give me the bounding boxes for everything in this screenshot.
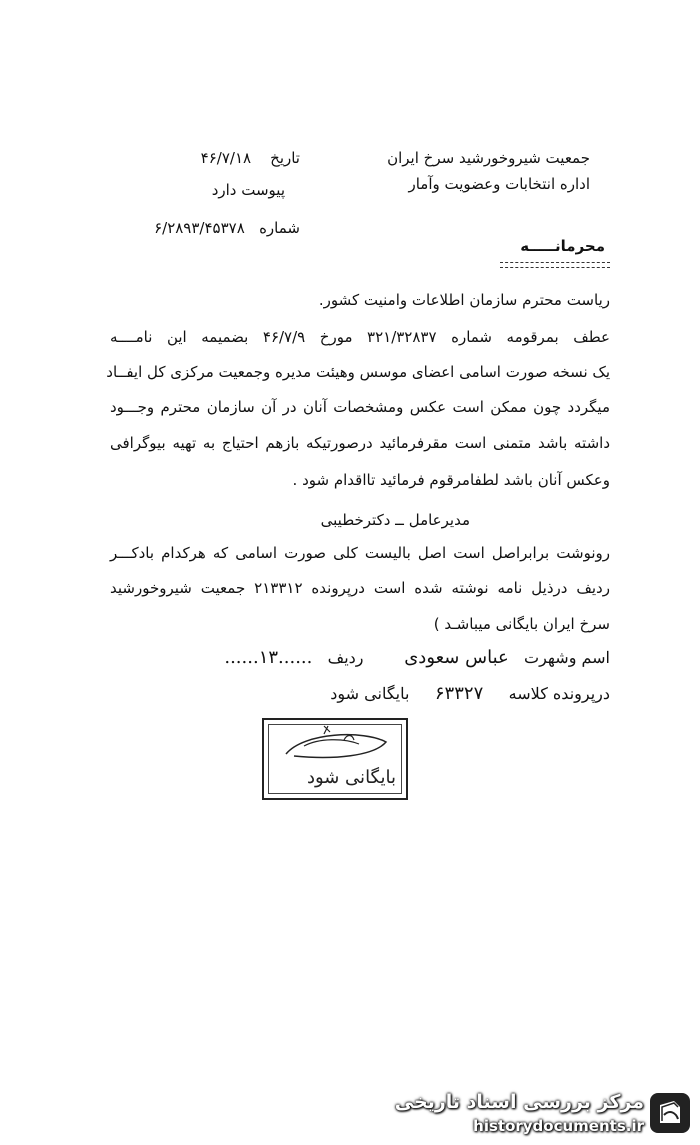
stamp-text: بایگانی شود [306, 767, 396, 788]
number-label: شماره [259, 219, 300, 237]
org-name-line1: جمعیت شیروخورشید سرخ ایران [387, 149, 590, 167]
body-line: یک نسخه صورت اسامی اعضای موسس وهیئت مدیره وجمعیت مرکزی کل ایفــاد [106, 363, 610, 381]
classification-underline [500, 262, 610, 268]
attachment-note: پیوست دارد [211, 181, 285, 199]
date-line [201, 148, 300, 168]
body-line: عطف بمرقومه شماره ۳۲۱/۳۲۸۳۷ مورخ ۴۶/۷/۹ بضمیمه این نامــــه [110, 328, 610, 346]
name-row [224, 648, 610, 668]
file-row [330, 684, 610, 704]
row-label: ردیف [327, 648, 364, 667]
date-label: تاریخ [270, 149, 300, 167]
classification-label: محرمانـــــه [520, 237, 605, 255]
watermark-title: مرکز بررسی اسناد تاریخی [394, 1091, 644, 1113]
number-value: ۶/۲۸۹۳/۴۵۳۷۸ [154, 219, 245, 237]
addressee: ریاست محترم سازمان اطلاعات وامنیت کشور. [318, 291, 610, 309]
signature: مدیرعامل ــ دکترخطیبی [320, 511, 470, 529]
name-label: اسم وشهرت [524, 648, 610, 667]
copy-note-line: رونوشت برابراصل است اصل بالیست کلی صورت اسامی که هرکدام بادکـــر [110, 544, 610, 562]
document-center-logo-icon [648, 1091, 692, 1135]
file-suffix: بایگانی شود [330, 684, 410, 703]
date-value: ۴۶/۷/۱۸ [200, 149, 252, 167]
row-value: ......۱۳...... [224, 647, 313, 668]
number-line [154, 218, 300, 238]
body-line: داشته باشد متمنی است مقرفرمائید درصورتیکه بازهم احتیاج به تهیه بیوگرافی [110, 434, 610, 452]
copy-note-line: سرخ ایران بایگانی میباشـد ) [433, 615, 610, 633]
copy-note-line: ردیف درذیل نامه نوشته شده است درپرونده ۲۱۳۳۱۲ جمعیت شیروخورشید [110, 579, 610, 597]
watermark [394, 1085, 700, 1145]
body-line: میگردد چون ممکن است عکس ومشخصات آنان در آن سازمان محترم وجـــود [110, 398, 610, 416]
archive-stamp [262, 718, 408, 800]
org-name-line2: اداره انتخابات وعضویت وآمار [408, 175, 590, 193]
file-value: ۶۳۳۲۷ [434, 683, 484, 704]
body-line: وعکس آنان باشد لطفامرقوم فرمائید تااقدام شود . [292, 471, 610, 489]
file-label: درپرونده کلاسه [508, 684, 610, 703]
name-value: عباس سعودی [404, 647, 509, 668]
stamp-scribble-icon [264, 720, 410, 802]
watermark-url[interactable]: historydocuments.ir [473, 1117, 644, 1135]
